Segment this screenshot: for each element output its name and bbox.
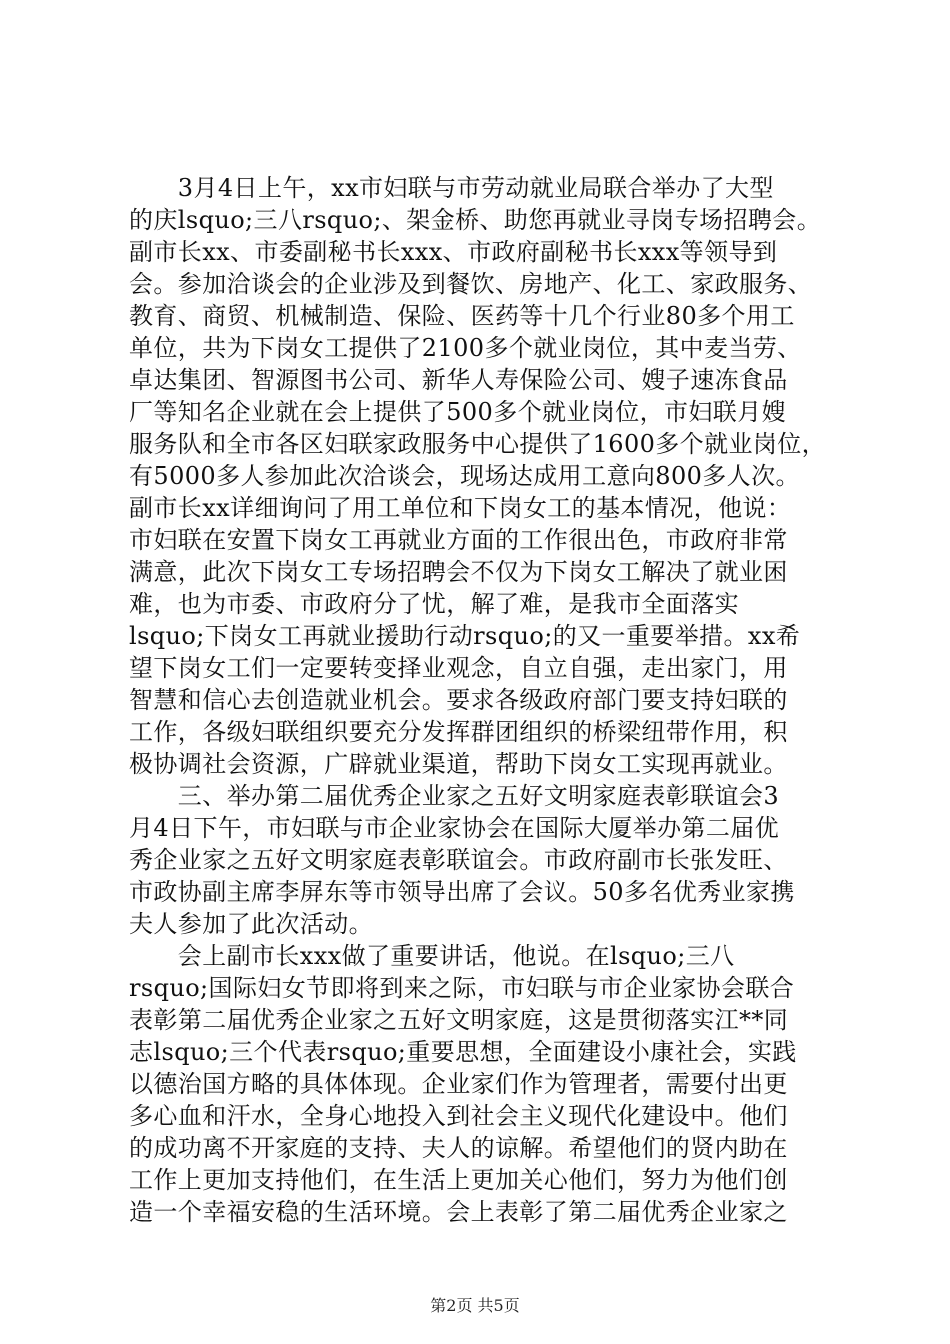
text-line: 多心血和汗水，全身心地投入到社会主义现代化建设中。他们	[129, 1102, 788, 1130]
text-line: 卓达集团、智源图书公司、新华人寿保险公司、嫂子速冻食品	[129, 366, 788, 394]
text-line: 副市长xx详细询问了用工单位和下岗女工的基本情况，他说：	[129, 494, 792, 522]
text-line: 会。参加洽谈会的企业涉及到餐饮、房地产、化工、家政服务、	[129, 270, 813, 298]
text-line: 的庆lsquo;三八rsquo;、架金桥、助您再就业寻岗专场招聘会。	[129, 206, 822, 234]
text-line: 秀企业家之五好文明家庭表彰联谊会。市政府副市长张发旺、	[129, 846, 788, 874]
text-line: 教育、商贸、机械制造、保险、医药等十几个行业80多个用工	[129, 302, 795, 330]
text-line: 难，也为市委、市政府分了忧，解了难，是我市全面落实	[129, 590, 739, 618]
text-line: 表彰第二届优秀企业家之五好文明家庭，这是贯彻落实江**同	[129, 1006, 789, 1034]
body-text	[129, 172, 829, 1228]
text-line: 工作，各级妇联组织要充分发挥群团组织的桥梁纽带作用，积	[129, 718, 788, 746]
text-line: 单位，共为下岗女工提供了2100多个就业岗位，其中麦当劳、	[129, 334, 802, 362]
text-line: 以德治国方略的具体体现。企业家们作为管理者，需要付出更	[129, 1070, 788, 1098]
text-line: 月4日下午，市妇联与市企业家协会在国际大厦举办第二届优	[129, 814, 780, 842]
text-line: 市政协副主席李屏东等市领导出席了会议。50多名优秀业家携	[129, 878, 795, 906]
text-line: rsquo;国际妇女节即将到来之际，市妇联与市企业家协会联合	[129, 974, 795, 1002]
text-line: 厂等知名企业就在会上提供了500多个就业岗位，市妇联月嫂	[129, 398, 787, 426]
text-line: 工作上更加支持他们，在生活上更加关心他们，努力为他们创	[129, 1166, 788, 1194]
text-line: 三、举办第二届优秀企业家之五好文明家庭表彰联谊会3	[129, 782, 780, 810]
text-line: 造一个幸福安稳的生活环境。会上表彰了第二届优秀企业家之	[129, 1198, 788, 1226]
text-line: 会上副市长xxx做了重要讲话，他说。在lsquo;三八	[129, 942, 735, 970]
text-line: 满意，此次下岗女工专场招聘会不仅为下岗女工解决了就业困	[129, 558, 788, 586]
text-line: 望下岗女工们一定要转变择业观念，自立自强，走出家门，用	[129, 654, 788, 682]
text-line: 有5000多人参加此次洽谈会，现场达成用工意向800多人次。	[129, 462, 800, 490]
text-line: 的成功离不开家庭的支持、夫人的谅解。希望他们的贤内助在	[129, 1134, 788, 1162]
text-line: 极协调社会资源，广辟就业渠道，帮助下岗女工实现再就业。	[129, 750, 788, 778]
text-line: 服务队和全市各区妇联家政服务中心提供了1600多个就业岗位，	[129, 430, 827, 458]
text-line: 3月4日上午，xx市妇联与市劳动就业局联合举办了大型	[129, 174, 774, 202]
text-line: 志lsquo;三个代表rsquo;重要思想，全面建设小康社会，实践	[129, 1038, 797, 1066]
text-line: 智慧和信心去创造就业机会。要求各级政府部门要支持妇联的	[129, 686, 788, 714]
text-line: lsquo;下岗女工再就业援助行动rsquo;的又一重要举措。xx希	[129, 622, 801, 650]
page-footer: 第2页 共5页	[430, 1296, 520, 1315]
text-line: 市妇联在安置下岗女工再就业方面的工作很出色，市政府非常	[129, 526, 788, 554]
text-line: 夫人参加了此次活动。	[129, 910, 373, 938]
text-line: 副市长xx、市委副秘书长xxx、市政府副秘书长xxx等领导到	[129, 238, 778, 266]
